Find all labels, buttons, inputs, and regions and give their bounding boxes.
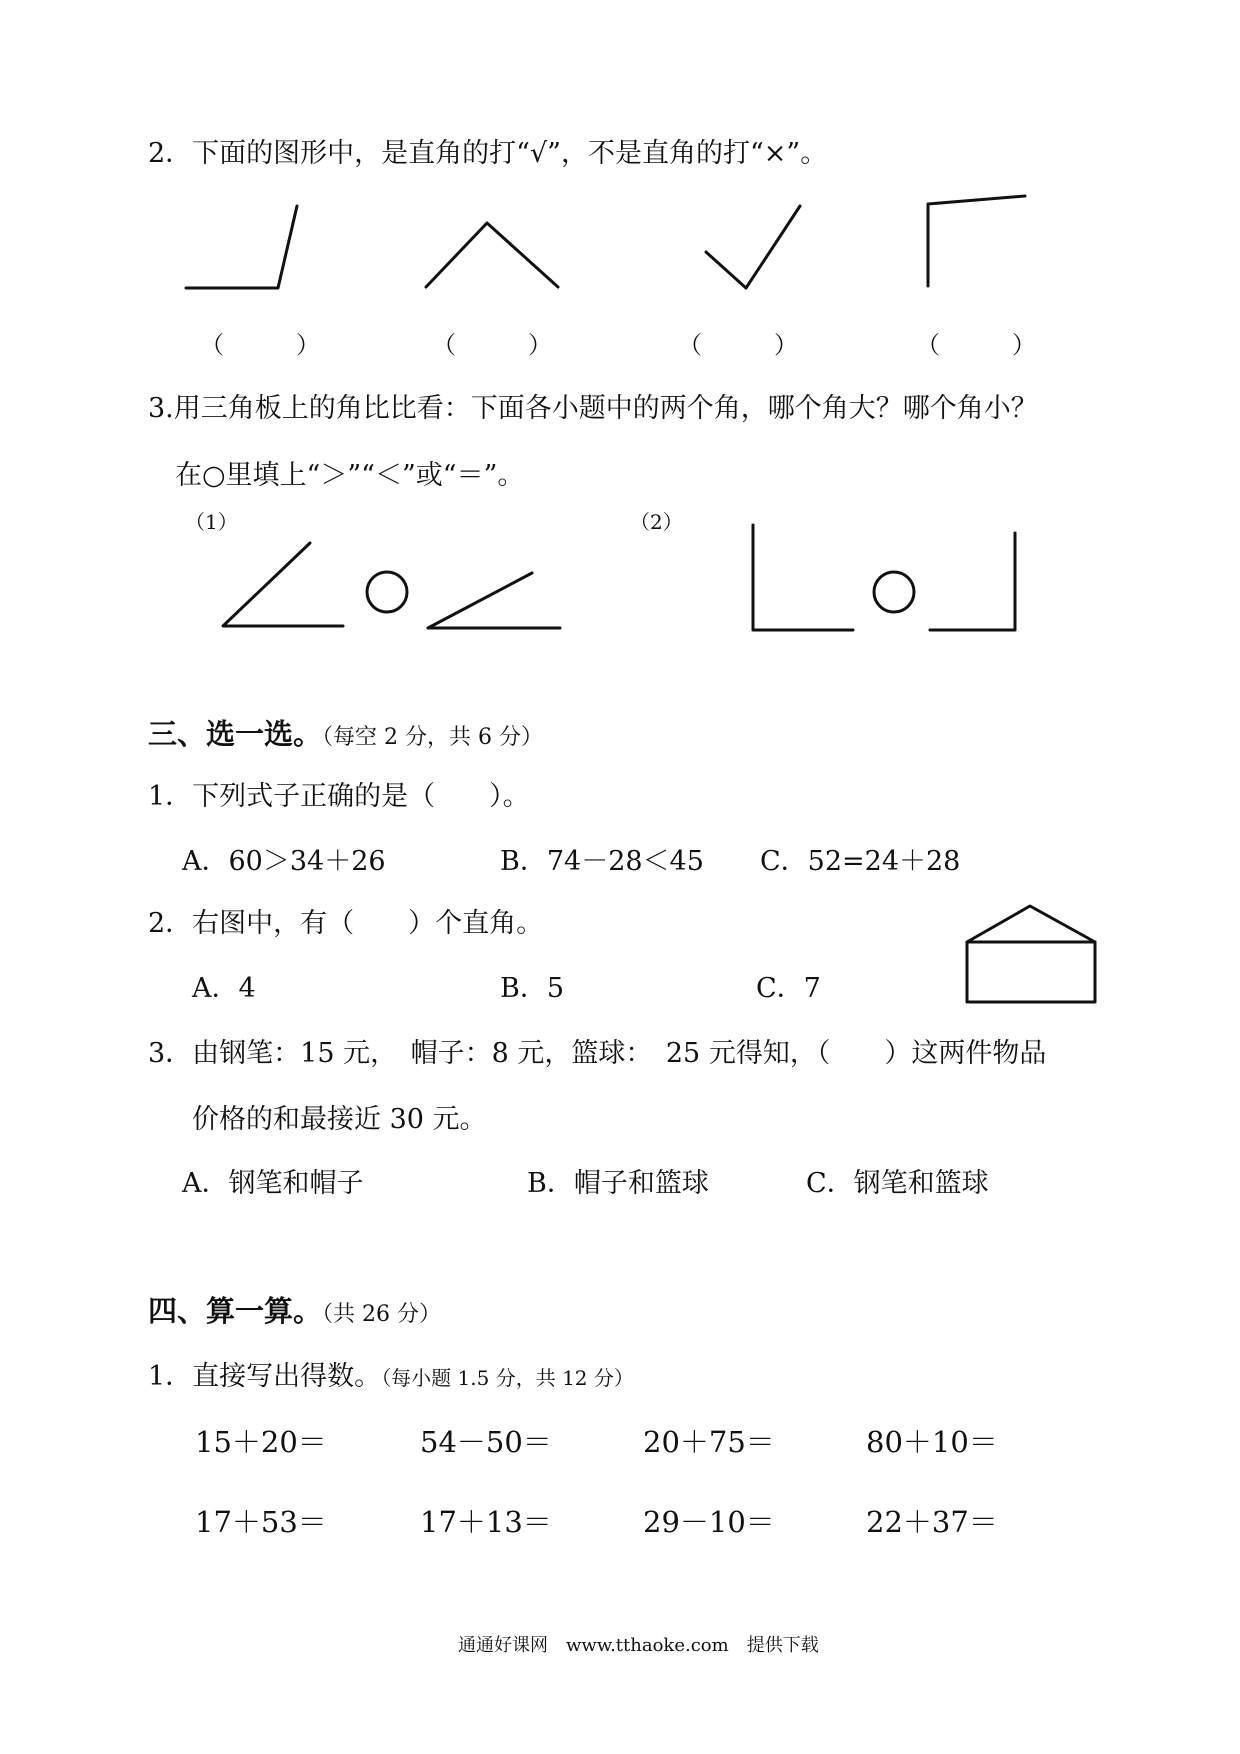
calc-item: 22＋37＝: [866, 1505, 998, 1539]
compare-angle-2b: [925, 525, 1025, 640]
compare-angle-1a: [215, 535, 355, 635]
compare-circle-2[interactable]: [870, 568, 920, 618]
calc-item: 54－50＝: [420, 1425, 552, 1459]
s3-q2-text: 2．右图中，有（ ）个直角。: [148, 908, 544, 939]
q3-line2: 在○里填上“＞”“＜”或“＝”。: [175, 460, 525, 491]
s3-q3-line1: 3．由钢笔：15 元， 帽子：8 元，篮球： 25 元得知，（ ）这两件物品: [148, 1038, 1047, 1069]
answer-blank[interactable]: （ ）: [916, 331, 1036, 359]
s3-q1-option-c: C．52=24＋28: [760, 846, 961, 877]
section-4-note: （共 26 分）: [322, 1302, 441, 1327]
angle-figure-2: [420, 215, 570, 295]
s3-q1-option-a: A．60＞34＋26: [182, 846, 386, 877]
section-4-title: 四、算一算。: [148, 1294, 323, 1328]
s3-q3-option-a: A．钢笔和帽子: [182, 1168, 364, 1199]
s4-q1-note: （每小题 1.5 分，共 12 分）: [381, 1366, 634, 1390]
angle-figure-1: [180, 200, 310, 300]
calc-item: 80＋10＝: [866, 1425, 998, 1459]
s3-q2-option-b: B．5: [500, 973, 565, 1004]
calc-item: 17＋13＝: [420, 1505, 552, 1539]
calc-item: 29－10＝: [643, 1505, 775, 1539]
angle-figure-4: [920, 190, 1040, 300]
s4-q1-heading: [148, 1363, 634, 1390]
answer-blank[interactable]: （ ）: [678, 331, 798, 359]
section-3-title: 三、选一选。: [148, 717, 323, 751]
s3-q3-option-c: C．钢笔和篮球: [806, 1168, 989, 1199]
calc-item: 15＋20＝: [195, 1425, 327, 1459]
house-figure: [960, 900, 1110, 1010]
s3-q1-option-b: B．74－28＜45: [500, 846, 704, 877]
answer-blank[interactable]: （ ）: [432, 331, 552, 359]
q3-label-2: （2）: [630, 510, 683, 534]
q2-text: 2．下面的图形中，是直角的打“√”，不是直角的打“×”。: [148, 138, 828, 169]
q3-label-1: （1）: [185, 510, 238, 534]
s3-q1-text: 1．下列式子正确的是（ ）。: [148, 781, 530, 812]
s3-q3-option-b: B．帽子和篮球: [527, 1168, 709, 1199]
section-4-heading: [148, 1294, 441, 1328]
s3-q3-line2: 价格的和最接近 30 元。: [192, 1104, 487, 1135]
s3-q2-option-a: A．4: [192, 973, 256, 1004]
s3-q2-option-c: C．7: [756, 973, 821, 1004]
calc-item: 20＋75＝: [643, 1425, 775, 1459]
page-footer: 通通好课网 www.tthaoke.com 提供下载: [458, 1635, 819, 1656]
s4-q1-text: 1．直接写出得数。: [148, 1361, 382, 1392]
q3-line1: 3.用三角板上的角比比看：下面各小题中的两个角，哪个角大？哪个角小？: [148, 393, 1038, 424]
compare-circle-1[interactable]: [363, 568, 413, 618]
compare-angle-1b: [420, 565, 570, 635]
calc-item: 17＋53＝: [195, 1505, 327, 1539]
section-3-note: （每空 2 分，共 6 分）: [322, 725, 543, 750]
answer-blank[interactable]: （ ）: [200, 331, 320, 359]
compare-angle-2a: [745, 520, 865, 640]
section-3-heading: [148, 717, 543, 751]
angle-figure-3: [700, 200, 810, 300]
